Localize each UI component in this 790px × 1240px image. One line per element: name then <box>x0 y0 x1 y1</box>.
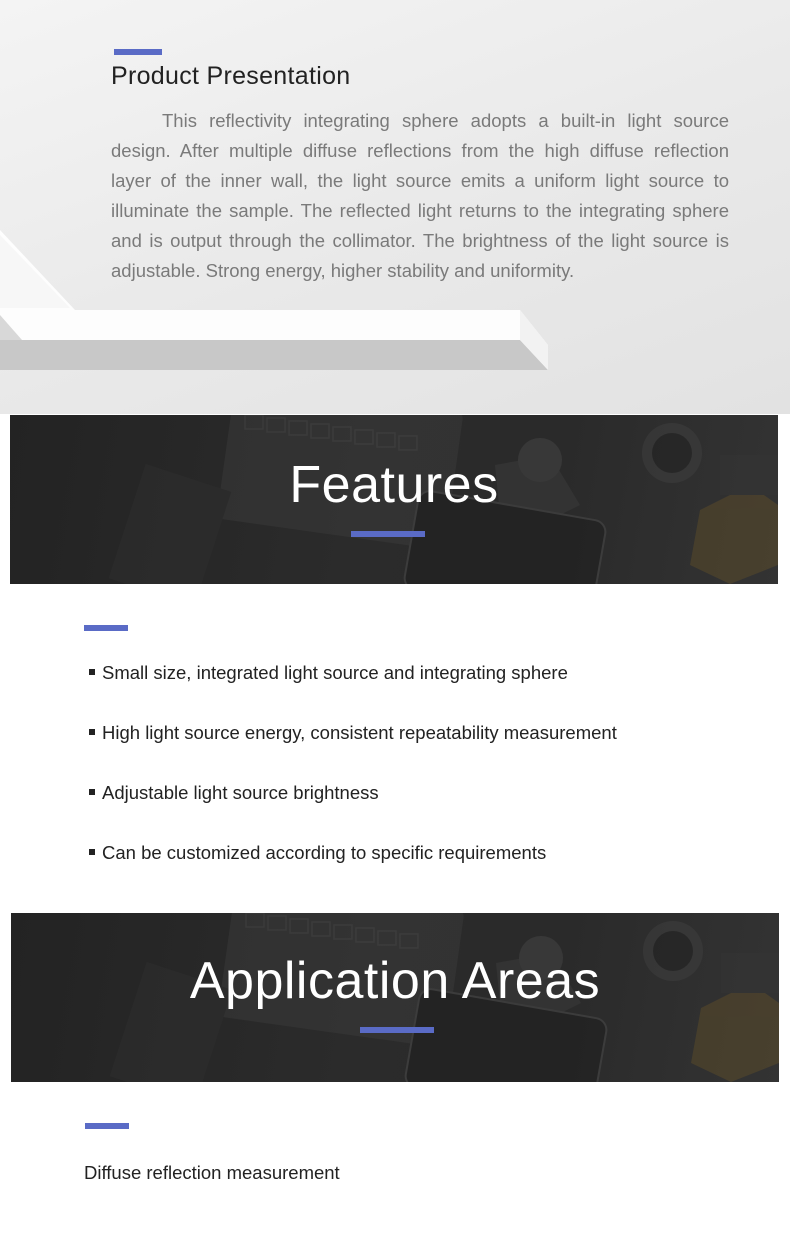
list-item <box>89 842 546 864</box>
features-heading-underline <box>351 531 425 537</box>
list-item <box>89 662 568 684</box>
application-item: Diffuse reflection measurement <box>84 1162 340 1183</box>
features-banner <box>10 415 778 584</box>
intro-accent-bar <box>114 49 162 55</box>
features-heading: Features <box>289 456 499 514</box>
bullet-icon <box>89 849 95 855</box>
features-list-accent-bar <box>84 625 128 631</box>
product-presentation-section <box>0 0 790 414</box>
application-areas-heading: Application Areas <box>189 952 601 1010</box>
list-item <box>89 782 379 804</box>
application-areas-heading-underline <box>360 1027 434 1033</box>
list-item-text: High light source energy, consistent repeatability measurement <box>102 722 617 743</box>
bullet-icon <box>89 789 95 795</box>
application-areas-banner <box>11 913 779 1082</box>
application-list-accent-bar <box>85 1123 129 1129</box>
list-item <box>89 722 617 744</box>
intro-body-text: This reflectivity integrating sphere adopts a built-in light source design. After multiple diffuse reflections from the high diffuse reflection layer of the inner wall, the light source emits a uniform light source to illuminate the sample. The reflected light returns to the integrating sphere and is output through the collimator. The brightness of the light source is adjustable. Strong energy, higher stability and uniformity. <box>111 110 729 281</box>
intro-title: Product Presentation <box>111 62 351 90</box>
bullet-icon <box>89 729 95 735</box>
list-item-text: Small size, integrated light source and integrating sphere <box>102 662 568 683</box>
list-item-text: Adjustable light source brightness <box>102 782 379 803</box>
bullet-icon <box>89 669 95 675</box>
list-item-text: Can be customized according to specific requirements <box>102 842 547 863</box>
